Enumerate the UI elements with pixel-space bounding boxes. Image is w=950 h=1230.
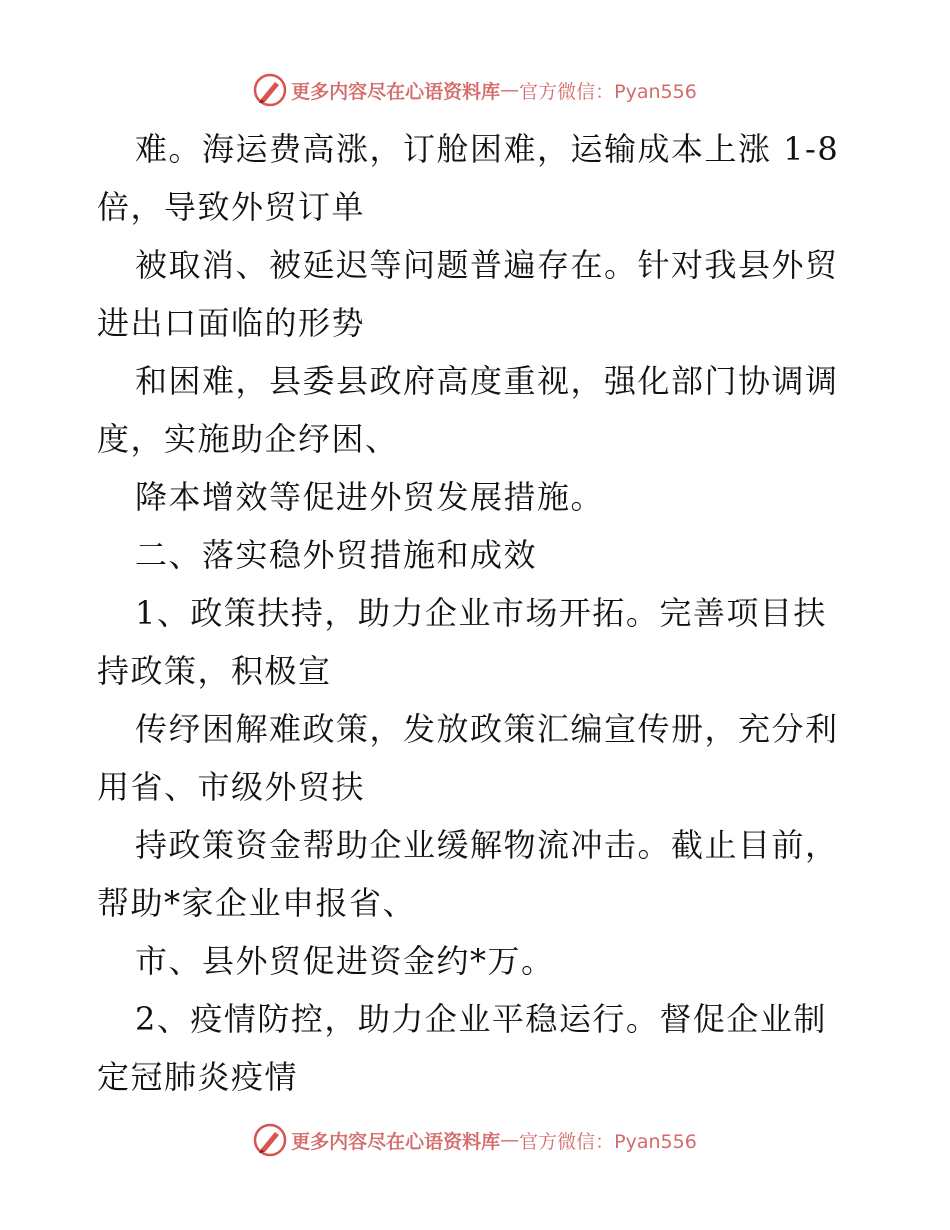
text-line: 传纾困解难政策，发放政策汇编宣传册，充分利 bbox=[135, 710, 839, 748]
watermark-wechat-text: 官方微信：Pyan556 bbox=[519, 1130, 697, 1153]
watermark-banner-top bbox=[0, 70, 950, 110]
text-line: 帮助*家企业申报省、 bbox=[97, 884, 417, 922]
text-line: 定冠肺炎疫情 bbox=[97, 1058, 299, 1096]
pen-logo-icon bbox=[253, 73, 287, 107]
text-line: 进出口面临的形势 bbox=[97, 304, 366, 342]
text-line: 1、政策扶持，助力企业市场开拓。完善项目扶 bbox=[135, 594, 827, 632]
text-line: 和困难，县委县政府高度重视，强化部门协调调 bbox=[135, 362, 839, 400]
watermark-site-text: 更多内容尽在心语资料库 bbox=[291, 1130, 501, 1153]
watermark-separator: — bbox=[500, 1129, 520, 1151]
text-line: 度，实施助企纾困、 bbox=[97, 420, 399, 458]
text-line: 持政策资金帮助企业缓解物流冲击。截止目前， bbox=[135, 826, 839, 864]
text-line: 难。海运费高涨，订舱困难，运输成本上涨 1-8 bbox=[135, 130, 840, 168]
text-line: 被取消、被延迟等问题普遍存在。针对我县外贸 bbox=[135, 246, 839, 284]
text-line: 持政策，积极宣 bbox=[97, 652, 332, 690]
section-heading: 二、落实稳外贸措施和成效 bbox=[135, 536, 538, 574]
watermark-site-text: 更多内容尽在心语资料库 bbox=[291, 80, 501, 103]
text-line: 降本增效等促进外贸发展措施。 bbox=[135, 478, 605, 516]
watermark-banner-bottom bbox=[0, 1120, 950, 1160]
text-line: 市、县外贸促进资金约*万。 bbox=[135, 942, 555, 980]
document-body bbox=[97, 120, 857, 1106]
pen-logo-icon bbox=[253, 1123, 287, 1157]
watermark-separator: — bbox=[500, 79, 520, 101]
watermark-wechat-text: 官方微信：Pyan556 bbox=[519, 80, 697, 103]
text-line: 2、疫情防控，助力企业平稳运行。督促企业制 bbox=[135, 1000, 827, 1038]
text-line: 用省、市级外贸扶 bbox=[97, 768, 366, 806]
text-line: 倍，导致外贸订单 bbox=[97, 188, 366, 226]
